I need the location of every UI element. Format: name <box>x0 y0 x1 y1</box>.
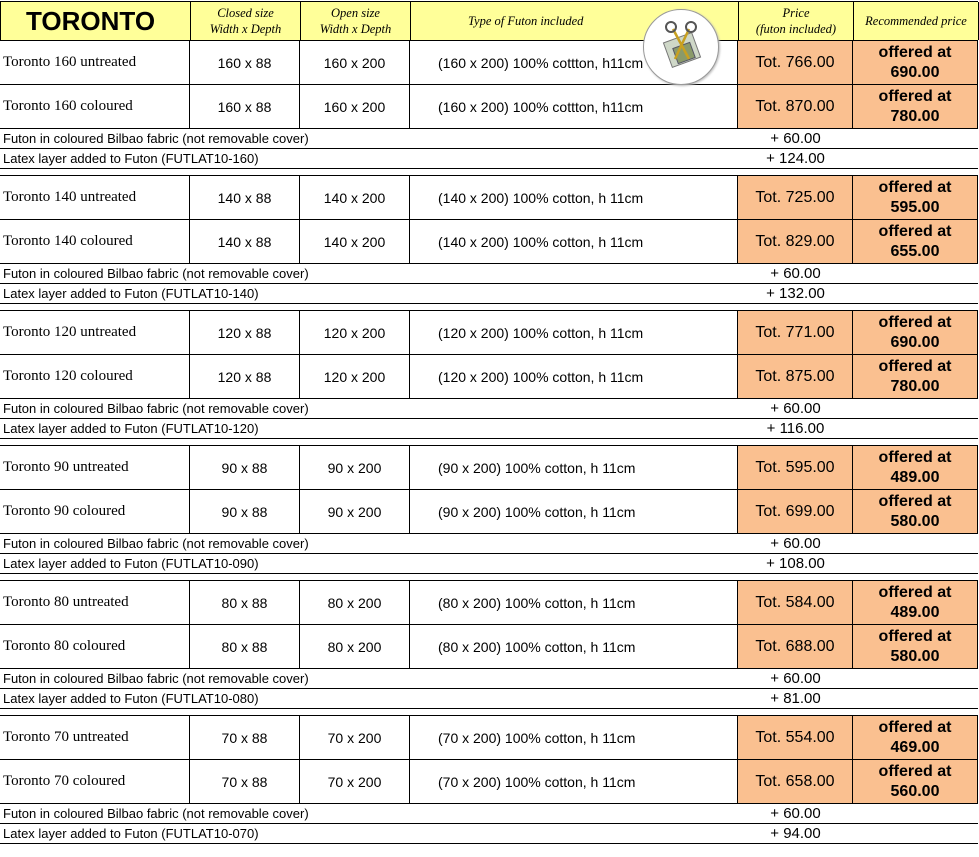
recommended-price <box>853 760 978 803</box>
header-open-size-line1: Open size <box>331 6 380 20</box>
latex-option-label: Latex layer added to Futon (FUTLAT10-160) <box>3 151 259 166</box>
recommended-label: offered at <box>878 222 952 240</box>
price-total: Tot. 688.00 <box>738 625 853 668</box>
closed-size: 120 x 88 <box>190 355 300 398</box>
header-closed-size <box>191 2 301 40</box>
header-open-size <box>301 2 411 40</box>
open-size: 120 x 200 <box>300 311 410 354</box>
closed-size: 80 x 88 <box>190 625 300 668</box>
recommended-price <box>853 220 978 263</box>
closed-size: 160 x 88 <box>190 85 300 128</box>
header-futon-type: Type of Futon included <box>411 2 739 40</box>
recommended-value: 595.00 <box>890 198 940 216</box>
closed-size: 90 x 88 <box>190 446 300 489</box>
latex-option-row <box>0 284 978 304</box>
latex-option-row <box>0 824 978 844</box>
table-row <box>0 625 978 669</box>
open-size: 90 x 200 <box>300 490 410 533</box>
fabric-option-label: Futon in coloured Bilbao fabric (not removable cover) <box>3 806 309 821</box>
recommended-value: 655.00 <box>890 242 940 260</box>
fabric-option-label: Futon in coloured Bilbao fabric (not removable cover) <box>3 131 309 146</box>
recommended-label: offered at <box>878 583 952 601</box>
closed-size: 140 x 88 <box>190 220 300 263</box>
recommended-value: 469.00 <box>890 738 940 756</box>
model-name: Toronto 120 coloured <box>0 355 190 398</box>
table-row <box>0 355 978 399</box>
recommended-label: offered at <box>878 448 952 466</box>
futon-type: (120 x 200) 100% cotton, h 11cm <box>410 311 738 354</box>
recommended-label: offered at <box>878 718 952 736</box>
recommended-label: offered at <box>878 492 952 510</box>
recommended-label: offered at <box>878 357 952 375</box>
fabric-option-row <box>0 804 978 824</box>
table-row <box>0 716 978 760</box>
futon-type: (80 x 200) 100% cotton, h 11cm <box>410 581 738 624</box>
closed-size: 120 x 88 <box>190 311 300 354</box>
recommended-value: 580.00 <box>890 512 940 530</box>
fabric-option-price: + 60.00 <box>770 265 821 282</box>
table-row <box>0 85 978 129</box>
latex-option-row <box>0 419 978 439</box>
closed-size: 70 x 88 <box>190 760 300 803</box>
model-name: Toronto 70 untreated <box>0 716 190 759</box>
table-row <box>0 760 978 804</box>
group-spacer <box>0 304 978 311</box>
model-name: Toronto 80 untreated <box>0 581 190 624</box>
recommended-value: 780.00 <box>890 377 940 395</box>
model-name: Toronto 70 coloured <box>0 760 190 803</box>
table-row <box>0 581 978 625</box>
latex-option-price: + 116.00 <box>766 420 825 437</box>
recommended-value: 690.00 <box>890 333 940 351</box>
model-name: Toronto 140 untreated <box>0 176 190 219</box>
fabric-option-price: + 60.00 <box>770 130 821 147</box>
price-total: Tot. 771.00 <box>738 311 853 354</box>
latex-option-row <box>0 149 978 169</box>
fabric-option-label: Futon in coloured Bilbao fabric (not removable cover) <box>3 266 309 281</box>
futon-type: (70 x 200) 100% cotton, h 11cm <box>410 716 738 759</box>
fabric-option-row <box>0 534 978 554</box>
recommended-label: offered at <box>878 87 952 105</box>
recommended-value: 580.00 <box>890 647 940 665</box>
recommended-value: 489.00 <box>890 468 940 486</box>
open-size: 70 x 200 <box>300 716 410 759</box>
recommended-value: 489.00 <box>890 603 940 621</box>
latex-option-price: + 81.00 <box>770 690 821 707</box>
futon-type: (160 x 200) 100% cottton, h11cm <box>410 41 738 84</box>
model-name: Toronto 140 coloured <box>0 220 190 263</box>
price-total: Tot. 870.00 <box>738 85 853 128</box>
price-total: Tot. 658.00 <box>738 760 853 803</box>
fabric-option-row <box>0 129 978 149</box>
fabric-option-price: + 60.00 <box>770 805 821 822</box>
futon-type: (90 x 200) 100% cotton, h 11cm <box>410 490 738 533</box>
latex-option-row <box>0 689 978 709</box>
latex-option-label: Latex layer added to Futon (FUTLAT10-080) <box>3 691 259 706</box>
open-size: 70 x 200 <box>300 760 410 803</box>
table-row <box>0 176 978 220</box>
open-size: 90 x 200 <box>300 446 410 489</box>
header-row <box>0 1 978 41</box>
recommended-price <box>853 41 978 84</box>
open-size: 80 x 200 <box>300 625 410 668</box>
latex-option-label: Latex layer added to Futon (FUTLAT10-140) <box>3 286 259 301</box>
price-total: Tot. 699.00 <box>738 490 853 533</box>
futon-type: (70 x 200) 100% cotton, h 11cm <box>410 760 738 803</box>
closed-size: 160 x 88 <box>190 41 300 84</box>
fabric-option-label: Futon in coloured Bilbao fabric (not removable cover) <box>3 536 309 551</box>
recommended-label: offered at <box>878 313 952 331</box>
open-size: 160 x 200 <box>300 41 410 84</box>
recommended-value: 690.00 <box>890 63 940 81</box>
scissors-fabric-icon <box>643 9 719 85</box>
header-price <box>739 2 854 40</box>
header-closed-size-line2: Width x Depth <box>209 22 282 36</box>
recommended-price <box>853 311 978 354</box>
recommended-price <box>853 355 978 398</box>
table-row <box>0 41 978 85</box>
recommended-label: offered at <box>878 43 952 61</box>
header-closed-size-line1: Closed size <box>217 6 274 20</box>
futon-type: (80 x 200) 100% cotton, h 11cm <box>410 625 738 668</box>
header-recommended: Recommended price <box>854 2 979 40</box>
closed-size: 90 x 88 <box>190 490 300 533</box>
futon-type: (140 x 200) 100% cotton, h 11cm <box>410 176 738 219</box>
open-size: 80 x 200 <box>300 581 410 624</box>
group-spacer <box>0 574 978 581</box>
header-price-line1: Price <box>782 6 810 20</box>
latex-option-price: + 132.00 <box>766 285 825 302</box>
fabric-option-row <box>0 264 978 284</box>
latex-option-price: + 94.00 <box>770 825 821 842</box>
fabric-option-price: + 60.00 <box>770 670 821 687</box>
model-name: Toronto 90 untreated <box>0 446 190 489</box>
recommended-price <box>853 625 978 668</box>
recommended-label: offered at <box>878 627 952 645</box>
closed-size: 70 x 88 <box>190 716 300 759</box>
latex-option-price: + 108.00 <box>766 555 825 572</box>
model-name: Toronto 80 coloured <box>0 625 190 668</box>
fabric-option-price: + 60.00 <box>770 400 821 417</box>
open-size: 140 x 200 <box>300 176 410 219</box>
latex-option-row <box>0 554 978 574</box>
futon-type: (90 x 200) 100% cotton, h 11cm <box>410 446 738 489</box>
recommended-label: offered at <box>878 762 952 780</box>
fabric-option-label: Futon in coloured Bilbao fabric (not removable cover) <box>3 401 309 416</box>
futon-type: (140 x 200) 100% cotton, h 11cm <box>410 220 738 263</box>
table-row <box>0 311 978 355</box>
recommended-value: 560.00 <box>890 782 940 800</box>
futon-type: (160 x 200) 100% cottton, h11cm <box>410 85 738 128</box>
fabric-option-price: + 60.00 <box>770 535 821 552</box>
latex-option-label: Latex layer added to Futon (FUTLAT10-090) <box>3 556 259 571</box>
closed-size: 80 x 88 <box>190 581 300 624</box>
model-name: Toronto 120 untreated <box>0 311 190 354</box>
group-spacer <box>0 709 978 716</box>
latex-option-label: Latex layer added to Futon (FUTLAT10-070) <box>3 826 259 841</box>
model-name: Toronto 160 untreated <box>0 41 190 84</box>
closed-size: 140 x 88 <box>190 176 300 219</box>
model-name: Toronto 90 coloured <box>0 490 190 533</box>
price-total: Tot. 584.00 <box>738 581 853 624</box>
table-row <box>0 490 978 534</box>
sheet-title: TORONTO <box>1 2 191 40</box>
open-size: 120 x 200 <box>300 355 410 398</box>
fabric-option-row <box>0 669 978 689</box>
model-name: Toronto 160 coloured <box>0 85 190 128</box>
recommended-price <box>853 446 978 489</box>
open-size: 140 x 200 <box>300 220 410 263</box>
price-total: Tot. 829.00 <box>738 220 853 263</box>
price-total: Tot. 595.00 <box>738 446 853 489</box>
latex-option-price: + 124.00 <box>766 150 825 167</box>
recommended-price <box>853 176 978 219</box>
recommended-price <box>853 85 978 128</box>
recommended-value: 780.00 <box>890 107 940 125</box>
price-total: Tot. 875.00 <box>738 355 853 398</box>
latex-option-label: Latex layer added to Futon (FUTLAT10-120) <box>3 421 259 436</box>
header-open-size-line2: Width x Depth <box>319 22 392 36</box>
price-total: Tot. 725.00 <box>738 176 853 219</box>
recommended-price <box>853 716 978 759</box>
price-total: Tot. 766.00 <box>738 41 853 84</box>
group-spacer <box>0 169 978 176</box>
futon-type: (120 x 200) 100% cotton, h 11cm <box>410 355 738 398</box>
header-price-line2: (futon included) <box>755 22 837 36</box>
fabric-option-row <box>0 399 978 419</box>
price-total: Tot. 554.00 <box>738 716 853 759</box>
group-spacer <box>0 439 978 446</box>
recommended-label: offered at <box>878 178 952 196</box>
recommended-price <box>853 581 978 624</box>
recommended-price <box>853 490 978 533</box>
table-row <box>0 220 978 264</box>
table-row <box>0 446 978 490</box>
open-size: 160 x 200 <box>300 85 410 128</box>
fabric-option-label: Futon in coloured Bilbao fabric (not removable cover) <box>3 671 309 686</box>
